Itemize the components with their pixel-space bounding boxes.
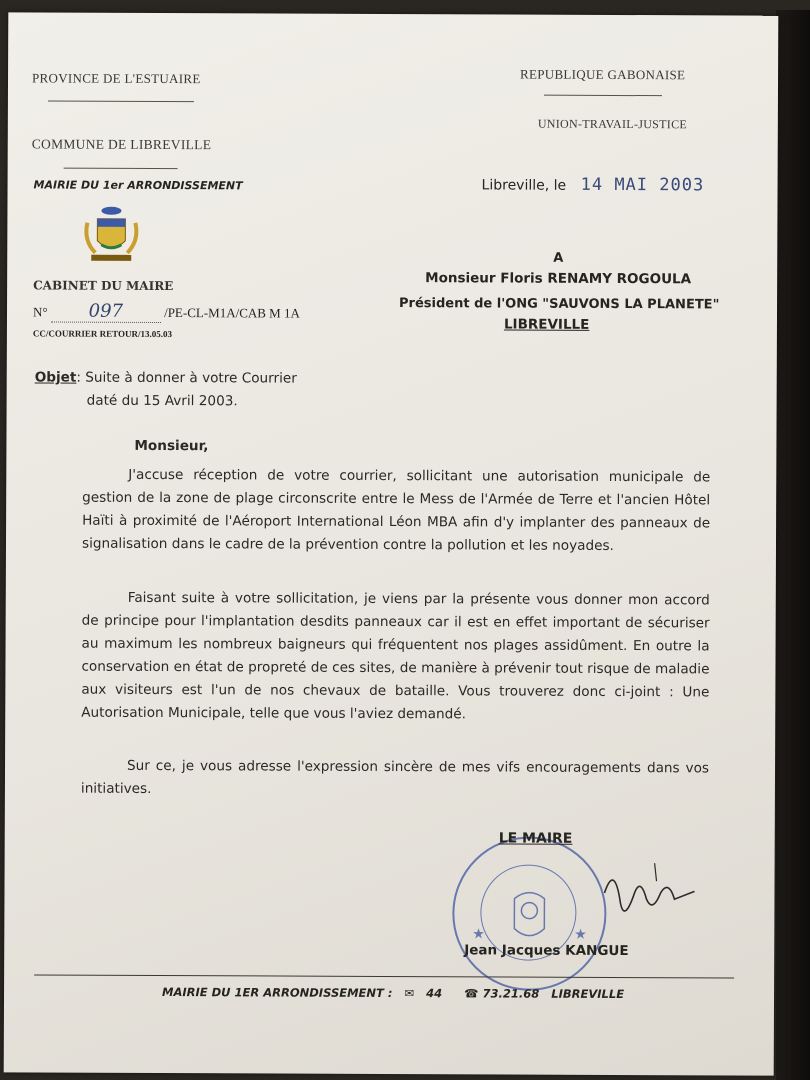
objet-label: Objet — [34, 369, 77, 386]
recipient-name: Monsieur Floris RENAMY ROGOULA — [425, 270, 692, 288]
paragraph-1: J'accuse réception de votre courrier, sollicitant une autorisation municipale de gestion de la zone de plage circonscrite entre le Mess de l'Armée de Terre et l'ancien Hôtel Haïti à proximité de l'Aéroport International Léon MBA afin d'y implanter des panneaux de signalisation dans le cadre de la prévention contre la pollution et les noyades. — [81, 466, 711, 554]
objet-text: : Suite à donner à votre Courrier — [76, 369, 297, 387]
republique-label: REPUBLIQUE GABONAISE — [520, 66, 686, 83]
coat-of-arms-icon — [79, 201, 143, 269]
objet-line — [35, 366, 297, 390]
paragraph-3: Sur ce, je vous adresse l'expression sincère de mes vifs encouragements dans vos initiatives. — [80, 757, 710, 797]
handwritten-signature-icon — [594, 853, 704, 937]
official-stamp — [452, 836, 607, 991]
devise-label: UNION-TRAVAIL-JUSTICE — [537, 116, 688, 132]
signatory-name: Jean Jacques KANGUE — [464, 942, 629, 960]
phone-icon: ☎ — [464, 986, 479, 1001]
paragraph-2: Faisant suite à votre sollicitation, je viens par la présente vous donner mon accord de principe pour l'implantation desdits panneaux car il est en effet important de sécuriser au maximum les nombreux baigneurs qui fréquentent nos plages assidûment. En outre la conservation en état de propreté de ces sites, de manière à prévenir tout risque de maladie aux visiteurs est l'un de nos chevaux de bataille. Vous trouverez donc ci-joint : Une Autorisation Municipale, telle que vous l'aviez demandé. — [81, 589, 710, 723]
footer-text: MAIRIE DU 1ER ARRONDISSEMENT : — [162, 985, 393, 1001]
reference-suffix: /PE-CL-M1A/CAB M 1A — [164, 305, 300, 321]
recipient-city: LIBREVILLE — [503, 316, 590, 333]
commune-label: COMMUNE DE LIBREVILLE — [31, 136, 212, 153]
date-line — [482, 174, 705, 195]
divider — [48, 100, 194, 102]
recipient-a: A — [553, 250, 564, 266]
svg-text:★: ★ — [574, 926, 587, 943]
province-label: PROVINCE DE L'ESTUAIRE — [31, 70, 201, 87]
objet-date: daté du 15 Avril 2003. — [86, 392, 238, 410]
courrier-retour: CC/COURRIER RETOUR/13.05.03 — [32, 328, 173, 340]
date-stamp: 14 MAI 2003 — [580, 174, 705, 196]
footer-phone: 73.21.68 — [482, 986, 540, 1001]
footer-divider — [34, 974, 734, 978]
footer-bp: 44 — [426, 986, 443, 1001]
salutation: Monsieur, — [134, 437, 209, 455]
signatory-role: LE MAIRE — [498, 830, 573, 847]
footer-city: LIBREVILLE — [551, 986, 625, 1002]
recipient-title: Président de l'ONG "SAUVONS LA PLANETE" — [399, 296, 720, 313]
place-label: Libreville, le — [481, 177, 567, 194]
divider — [544, 95, 662, 97]
svg-text:★: ★ — [472, 926, 485, 943]
cabinet-label: CABINET DU MAIRE — [33, 278, 174, 294]
reference-line — [33, 300, 300, 323]
background-edge — [776, 10, 810, 1080]
stamp-emblem-icon — [454, 838, 605, 989]
reference-prefix: N° — [32, 304, 48, 320]
reference-number: 097 — [51, 301, 161, 323]
envelope-icon: ✉ — [404, 986, 415, 1001]
divider — [64, 168, 178, 169]
footer — [162, 985, 624, 1001]
mairie-label: MAIRIE DU 1er ARRONDISSEMENT — [33, 178, 243, 193]
letter-page — [4, 12, 779, 1075]
